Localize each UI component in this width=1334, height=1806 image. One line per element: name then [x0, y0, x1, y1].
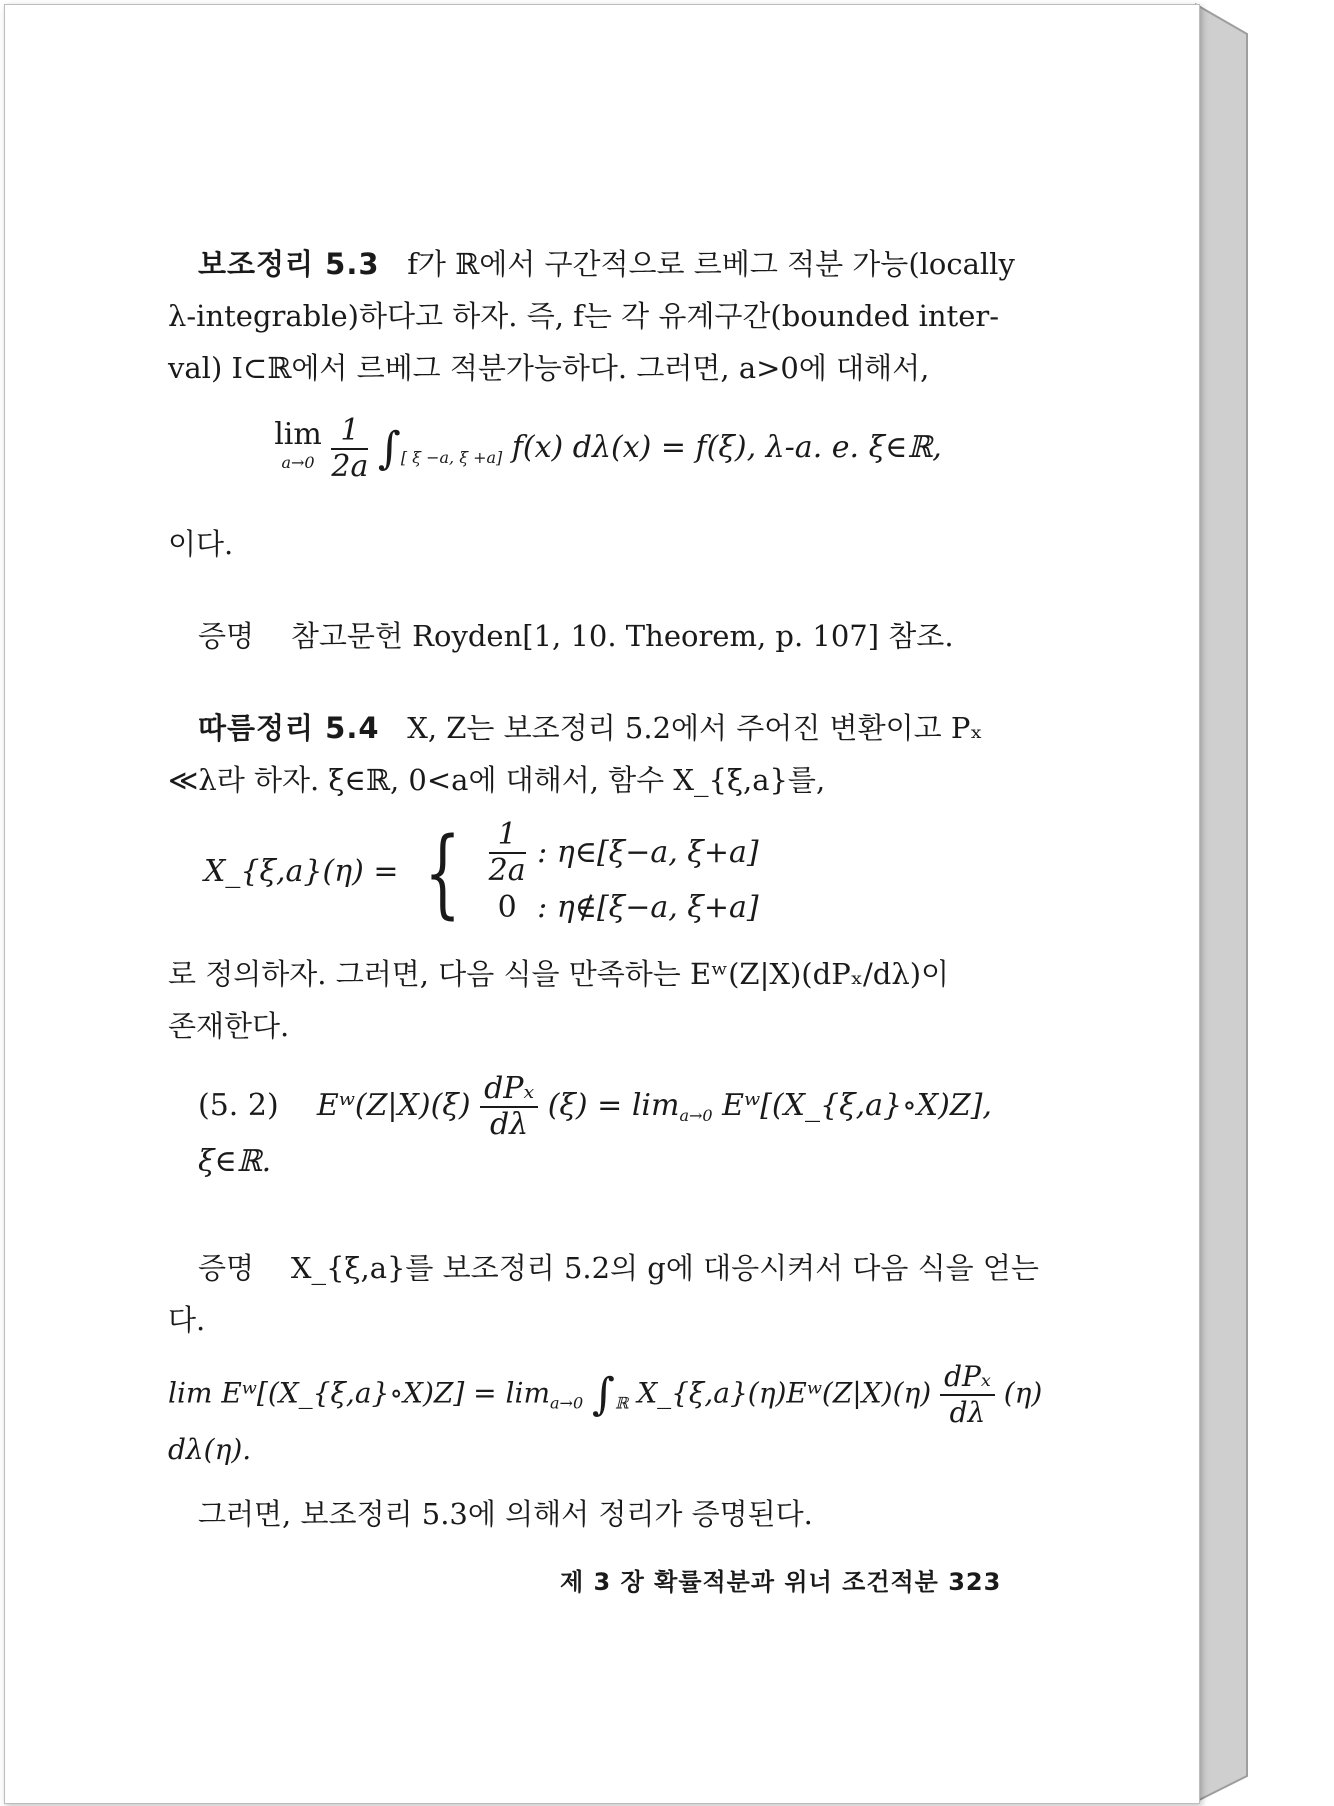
- piecewise-definition: X_{ξ,a}(η) = { $\frac{1}{2a}$ : η∈[ξ−a, ξ+a] 0 : η∉[ξ−a, ξ+a]: [204, 817, 759, 929]
- lemma-5-3-line1: 보조정리 5.3 f가 ℝ에서 구간적으로 르베그 적분 가능(locally: [198, 247, 1015, 281]
- equation-5-2: (5. 2) Eʷ(Z|X)(ξ) $\frac{\text{dPₓ}}{d\lambda}$ $(\xi) = \lim_{a\to 0}$ Eʷ[(X_{ξ,a}∘X)Z], ξ∈ℝ.: [198, 1071, 992, 1179]
- lemma-5-3-line3: val) I⊂ℝ에서 르베그 적분가능하다. 그러면, a>0에 대해서,: [168, 351, 930, 385]
- corollary-5-4-line2: ≪λ라 하자. ξ∈ℝ, 0<a에 대해서, 함수 X_{ξ,a}를,: [168, 763, 826, 797]
- page-content: [168, 238, 1048, 1540]
- proof-2-conclusion: 그러면, 보조정리 5.3에 의해서 정리가 증명된다.: [198, 1497, 813, 1531]
- lemma-5-3-after: 이다.: [168, 527, 234, 561]
- case-row-1: $\frac{1}{2a}$ : η∈[ξ−a, ξ+a]: [488, 817, 759, 888]
- case-row-2: 0 : η∉[ξ−a, ξ+a]: [497, 890, 759, 925]
- book-side-edge: [1195, 0, 1334, 1806]
- equation-number: (5. 2): [198, 1088, 279, 1123]
- left-brace: {: [424, 817, 461, 929]
- corollary-5-4-line4: 존재한다.: [168, 1009, 290, 1043]
- lemma-5-3-line2: λ-integrable)하다고 하자. 즉, f는 각 유계구간(bounded inter-: [168, 299, 1000, 333]
- lemma-5-3-equation: lim a→0 $\frac{1}{2a}$ $\int_{[ \xi -a, \xi +a]}$ f(x) dλ(x) = f(ξ), λ-a. e. ξ∈ℝ,: [274, 413, 942, 484]
- integral-sign: ∫: [377, 423, 401, 474]
- corollary-5-4-line3: 로 정의하자. 그러면, 다음 식을 만족하는 Eʷ(Z|X)(dPₓ/dλ)이: [168, 957, 950, 991]
- proof-2-equation: lim Eʷ[(X_{ξ,a}∘X)Z] = $\lim_{a\to 0} \int_ℝ$ X_{ξ,a}(η)Eʷ(Z|X)(η) $\frac{\text{dPₓ}}{d\lambda}$ (η) dλ(η).: [168, 1360, 1043, 1466]
- page-footer: 제 3 장 확률적분과 위너 조건적분 323: [560, 1568, 1002, 1596]
- corollary-5-4-label: 따름정리 5.4: [198, 711, 380, 745]
- lemma-5-3-label: 보조정리 5.3: [198, 247, 380, 281]
- proof-1: 증명 참고문헌 Royden[1, 10. Theorem, p. 107] 참조.: [198, 619, 954, 653]
- proof-2-line1: 증명 X_{ξ,a}를 보조정리 5.2의 g에 대응시켜서 다음 식을 얻는: [198, 1251, 1039, 1285]
- proof-label: 증명: [198, 1251, 255, 1285]
- integral-sign: ∫: [592, 1369, 615, 1420]
- corollary-5-4-line1: 따름정리 5.4 X, Z는 보조정리 5.2에서 주어진 변환이고 Pₓ: [198, 711, 983, 745]
- proof-2-line2: 다.: [168, 1303, 206, 1337]
- proof-label: 증명: [198, 619, 255, 653]
